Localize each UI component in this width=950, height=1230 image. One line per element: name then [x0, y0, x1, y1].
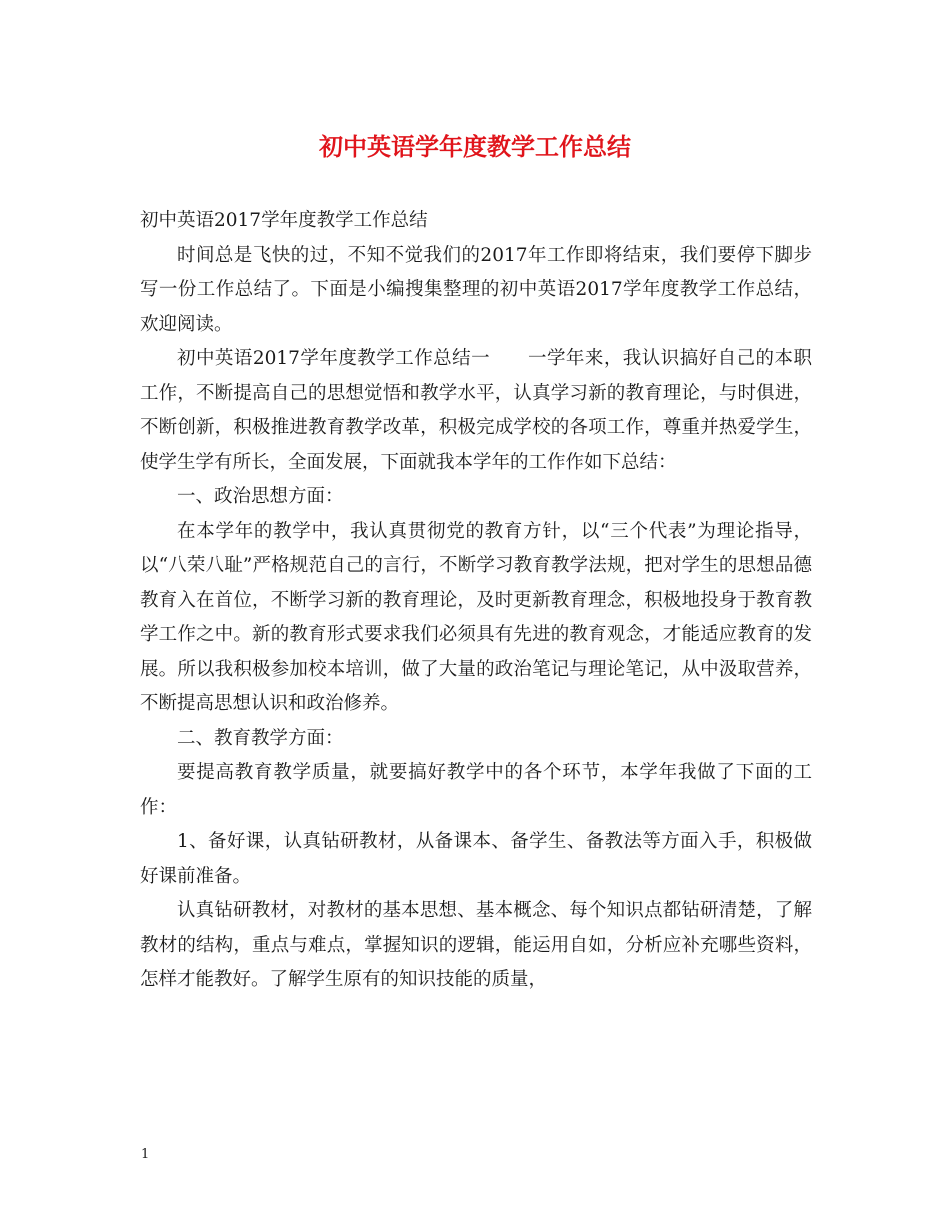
document-body: [140, 204, 812, 998]
section-heading-teaching: 二、教育教学方面：: [177, 727, 344, 749]
paragraph-subtitle: 初中英语2017学年度教学工作总结: [140, 210, 428, 231]
document-title: 初中英语学年度教学工作总结: [319, 132, 631, 161]
page-number: 1: [141, 1147, 150, 1162]
paragraph-textbook-study: 认真钻研教材，对教材的基本思想、基本概念、每个知识点都钻研清楚，了解教材的结构，重点与难点，掌握知识的逻辑，能运用自如，分析应补充哪些资料，怎样才能教好。了解学生原有的知识技能的质量，: [140, 900, 812, 990]
paragraph-intro: 时间总是飞快的过，不知不觉我们的2017年工作即将结束，我们要停下脚步写一份工作总结了。下面是小编搜集整理的初中英语2017学年度教学工作总结，欢迎阅读。: [140, 244, 812, 335]
section-heading-political: 一、政治思想方面：: [177, 486, 344, 507]
paragraph-political: 在本学年的教学中，我认真贯彻党的教育方针，以“三个代表”为理论指导，以“八荣八耻”严格规范自己的言行，不断学习教育教学法规，把对学生的思想品德教育入在首位，不断学习新的教育理论，及时更新教育理念，积极地投身于教育教学工作之中。新的教育形式要求我们必须具有先进的教育观念，才能适应教育的发展。所以我积极参加校本培训，做了大量的政治笔记与理论笔记，从中汲取营养，不断提高思想认识和政治修养。: [140, 520, 812, 714]
paragraph-lesson-prep: 1、备好课，认真钻研教材，从备课本、备学生、备教法等方面入手，积极做好课前准备。: [140, 831, 812, 887]
paragraph-teaching: 要提高教育教学质量，就要搞好教学中的各个环节，本学年我做了下面的工作：: [140, 762, 812, 818]
paragraph-summary-one: 初中英语2017学年度教学工作总结一 一学年来，我认识搞好自己的本职工作，不断提高自己的思想觉悟和教学水平，认真学习新的教育理论，与时俱进，不断创新，积极推进教育教学改革，积极完成学校的各项工作，尊重并热爱学生，使学生学有所长，全面发展，下面就我本学年的工作作如下总结：: [140, 348, 812, 473]
